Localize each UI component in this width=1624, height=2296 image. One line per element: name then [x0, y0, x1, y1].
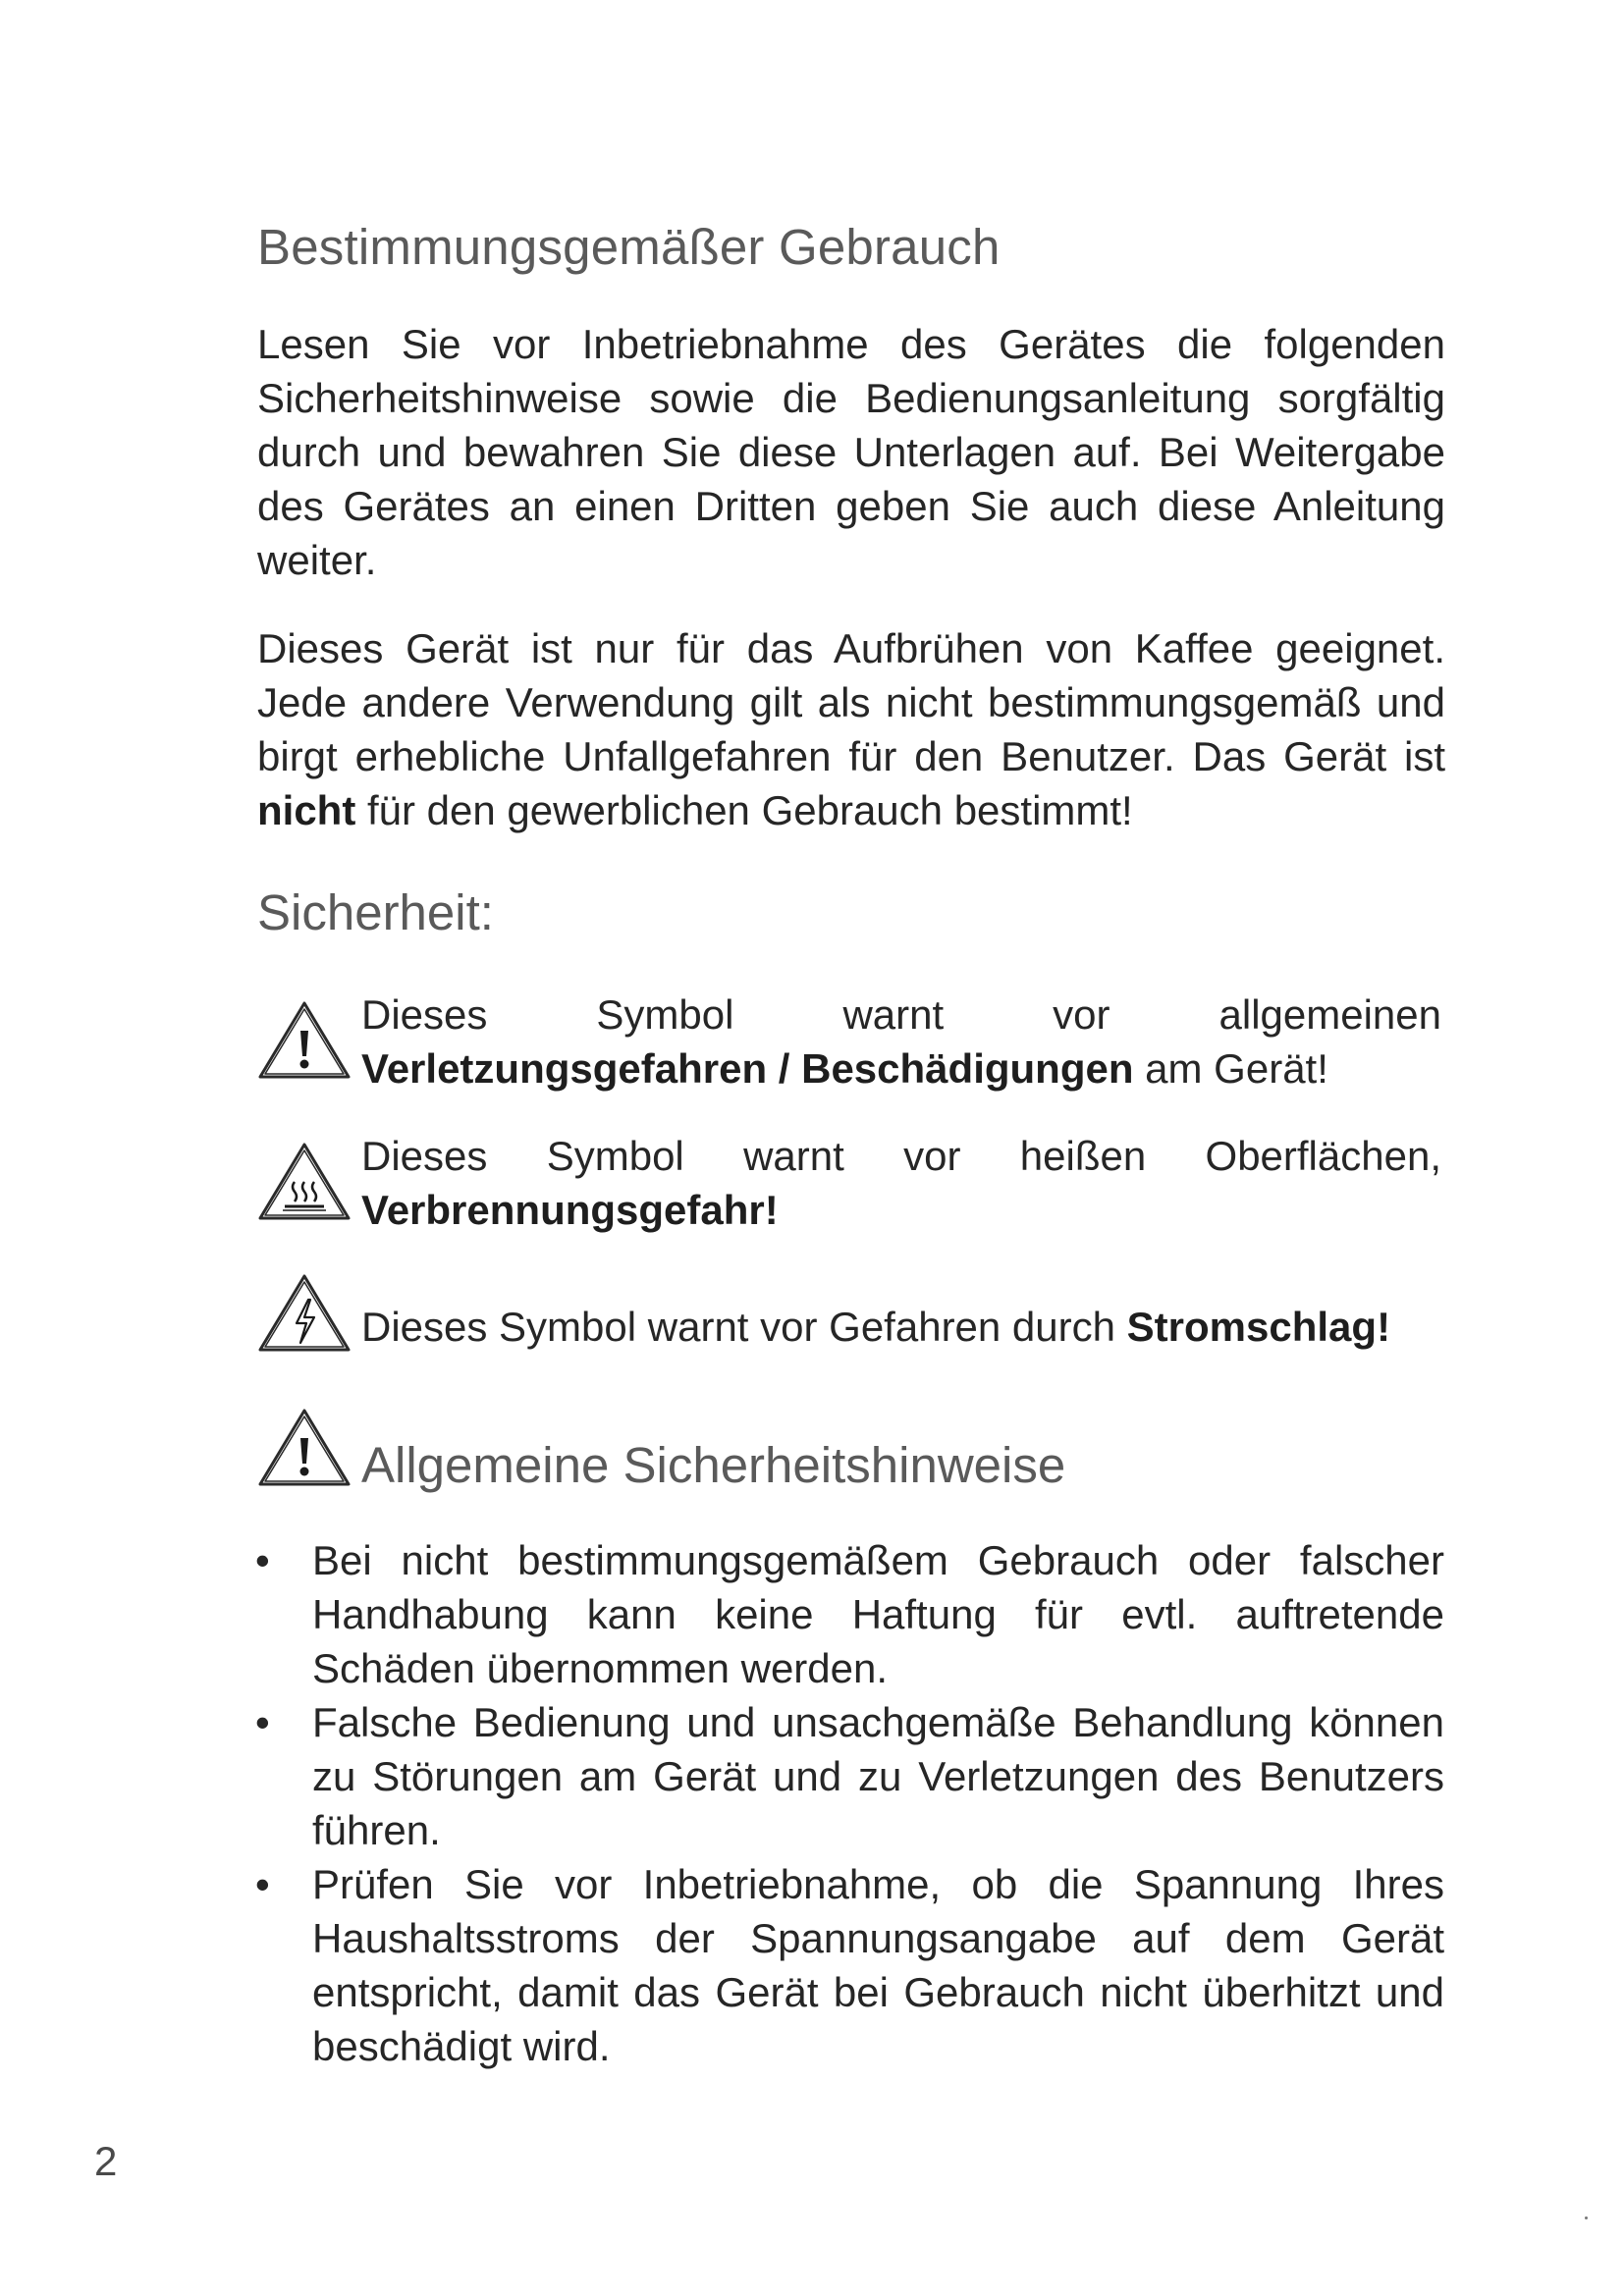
list-item	[251, 1533, 1444, 1695]
usage-paragraph	[257, 621, 1445, 837]
usage-text-bold: nicht	[257, 787, 356, 833]
section-title: Bestimmungsgemäßer Gebrauch	[257, 219, 1001, 275]
warning-general-bold: Verletzungsgefahren / Beschädigungen	[361, 1045, 1134, 1092]
list-item-text: Prüfen Sie vor Inbetriebnahme, ob die Spannung Ihres Haushaltsstroms der Spannungsangabe auf dem Gerät entspricht, damit das Gerät bei Gebrauch nicht überhitzt und beschädigt wird.	[312, 1861, 1444, 2069]
intro-paragraph: Lesen Sie vor Inbetriebnahme des Gerätes die folgenden Sicherheitshinweise sowie die Bedienungsanleitung sorgfältig durch und bewahren Sie diese Unterlagen auf. Bei Weitergabe des Gerätes an einen Dritten geben Sie auch diese Anleitung weiter.	[257, 321, 1445, 583]
general-safety-title: Allgemeine Sicherheitshinweise	[361, 1437, 1066, 1493]
warning-general-text1: Dieses Symbol warnt vor allgemeinen	[361, 991, 1441, 1038]
warning-general-text	[361, 988, 1441, 1095]
list-item	[251, 1695, 1444, 1857]
warning-electric-shock-bold: Stromschlag!	[1126, 1304, 1391, 1350]
warning-hot-surface-text1: Dieses Symbol warnt vor heißen Oberflächen,	[361, 1133, 1441, 1179]
hot-surface-warning-icon	[257, 1141, 352, 1223]
safety-bullet-list	[251, 1533, 1444, 2073]
warning-hot-surface-text	[361, 1129, 1441, 1237]
list-item	[251, 1857, 1444, 2073]
bullet-icon: •	[255, 1537, 270, 1583]
warning-electric-shock-text	[361, 1300, 1441, 1354]
usage-text-part2: für den gewerblichen Gebrauch bestimmt!	[355, 787, 1133, 833]
warning-hot-surface-bold: Verbrennungsgefahr!	[361, 1187, 779, 1233]
bullet-icon: •	[255, 1861, 270, 1907]
list-item-text: Falsche Bedienung und unsachgemäße Behandlung können zu Störungen am Gerät und zu Verletzungen des Benutzers führen.	[312, 1699, 1444, 1853]
safety-heading: Sicherheit:	[257, 884, 494, 940]
warning-electric-shock-text1: Dieses Symbol warnt vor Gefahren durch	[361, 1304, 1127, 1350]
usage-text-part1: Dieses Gerät ist nur für das Aufbrühen von Kaffee geeignet. Jede andere Verwendung gilt als nicht bestimmungsgemäß und birgt erhebliche Unfallgefahren für den Benutzer. Das Gerät ist	[257, 625, 1445, 779]
warning-general-text2: am Gerät!	[1133, 1045, 1328, 1092]
scan-speck	[1585, 2216, 1588, 2219]
exclamation-warning-icon	[257, 999, 352, 1082]
list-item-text: Bei nicht bestimmungsgemäßem Gebrauch oder falscher Handhabung kann keine Haftung für evtl. auftretende Schäden übernommen werden.	[312, 1537, 1444, 1691]
exclamation-warning-icon	[257, 1407, 352, 1489]
general-safety-heading	[257, 1407, 1435, 1495]
bullet-icon: •	[255, 1699, 270, 1745]
page-number: 2	[94, 2138, 118, 2184]
electric-shock-warning-icon	[257, 1272, 352, 1355]
